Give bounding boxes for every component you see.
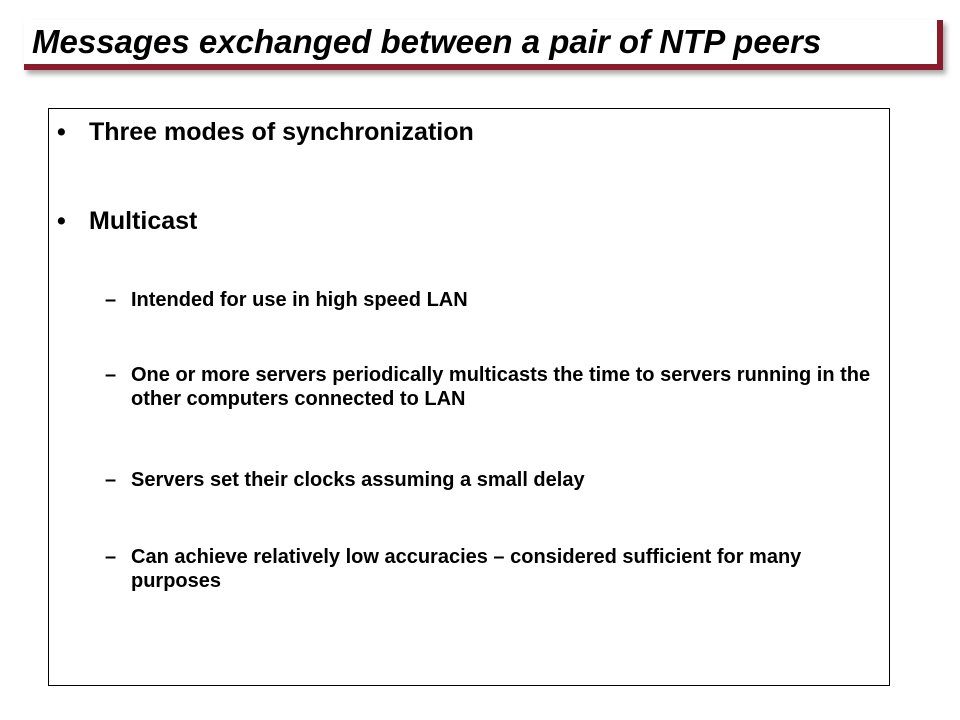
sub-bullet-item <box>105 468 885 492</box>
sub-bullet-text: Servers set their clocks assuming a small delay <box>131 469 585 491</box>
sub-bullet-item <box>105 363 885 411</box>
sub-bullet-marker: – <box>105 469 117 491</box>
sub-bullet-item <box>105 288 885 312</box>
sub-bullet-marker: – <box>105 546 117 568</box>
sub-bullet-text: Intended for use in high speed LAN <box>131 289 468 311</box>
bullet-text: Multicast <box>89 207 198 235</box>
slide-title-banner <box>24 20 943 70</box>
sub-bullet-marker: – <box>105 364 117 386</box>
sub-bullet-item <box>105 545 885 593</box>
content-box <box>48 108 890 686</box>
bullet-marker: • <box>57 207 66 235</box>
slide-title: Messages exchanged between a pair of NTP peers <box>32 23 822 60</box>
sub-bullet-marker: – <box>105 289 117 311</box>
bullet-text: Three modes of synchronization <box>89 118 474 146</box>
sub-bullet-text: One or more servers periodically multicasts the time to servers running in the other computers connected to LAN <box>131 364 871 410</box>
sub-bullet-text: Can achieve relatively low accuracies – considered sufficient for many purposes <box>131 546 802 592</box>
bullet-marker: • <box>57 118 66 146</box>
